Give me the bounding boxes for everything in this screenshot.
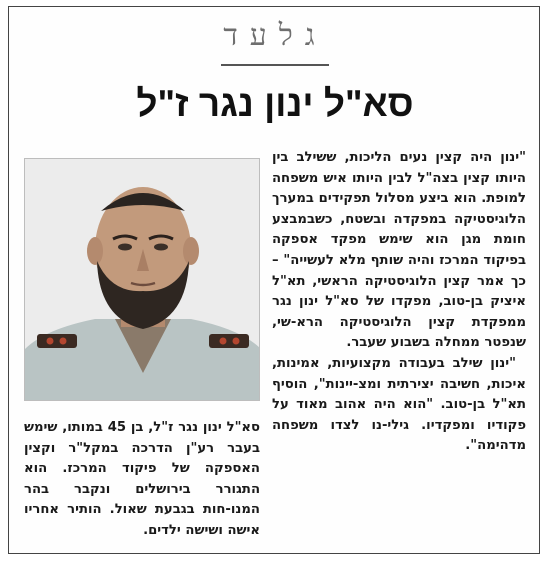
article-paragraph-2: "ינון שילב בעבודה מקצועיות, אמינות, איכות, חשיבה יצירתית ומצ-יינות", הוסיף תא"ל בן-טוב. "הוא היה אהוב מאוד על פקודיו ומפקדיו. גילי-נו לצדו משפחה מדהימה". <box>272 355 526 454</box>
article-body-left <box>24 418 260 542</box>
article-paragraph-3: סא"ל ינון נגר ז"ל, בן 45 במותו, שימש בעבר רע"ן הדרכה במקל"ר וקצין האספקה של פיקוד המרכז. הוא התגורר בירושלים ונקבר בהר המנו-חות בגבעת שאול. הותיר אחריו אישה ושישה ילדים. <box>24 420 261 538</box>
article-paragraph-1: "ינון היה קצין נעים הליכות, ששילב בין היותו קצין בצה"ל לבין היותו איש משפחה למופת. הוא ביצע מסלול תפקידים במערך הלוגיסטיקה במפקדה ובשטח, כשבמבצע חומת מגן הוא שימש מפקד אספקה בפיקוד המרכז והיה שותף מלא לעשייה" – כך אמר קצין הלוגיסטיקה הראשי, תא"ל איציק בן-טוב, מפקדו של סא"ל ינון נגר ממפקדת קצין הלוגיסטיקה הרא-שי, שנפטר ממחלה בשבוע שעבר. <box>272 150 526 351</box>
headline: סא"ל ינון נגר ז"ל <box>136 83 414 124</box>
section-title: גלעד <box>223 19 327 52</box>
portrait-icon <box>25 159 260 401</box>
article-body-right <box>272 148 526 457</box>
portrait-photo <box>24 158 260 401</box>
section-divider <box>221 64 329 66</box>
